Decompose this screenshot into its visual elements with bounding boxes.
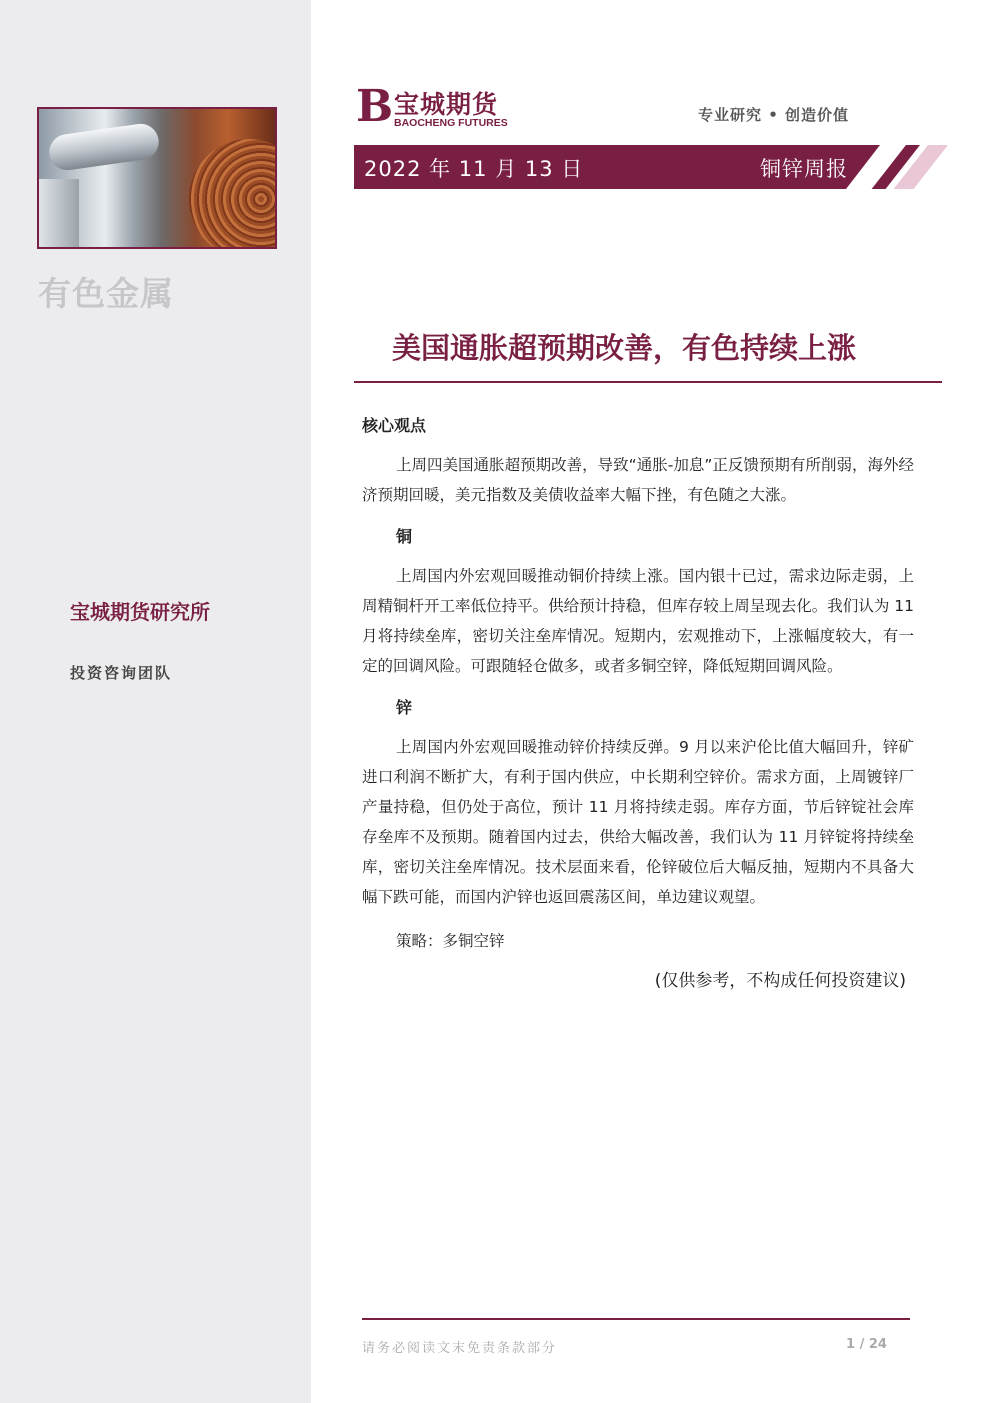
core-view-paragraph: 上周四美国通胀超预期改善，导致“通胀-加息”正反馈预期有所削弱，海外经济预期回暖，美元指数及美债收益率大幅下挫，有色随之大涨。: [362, 456, 914, 504]
strategy-line: 策略：多铜空锌: [396, 932, 505, 950]
metal-bar-image: [39, 179, 79, 249]
sidebar: [0, 0, 311, 1403]
sector-label: 有色金属: [38, 274, 174, 313]
page-number: 1 / 24: [846, 1337, 887, 1352]
logo-chinese-name: 宝城期货: [394, 90, 499, 119]
logo-mark-icon: B: [356, 81, 394, 132]
logo-english-name: BAOCHENG FUTURES: [394, 117, 508, 129]
section-heading-core: 核心观点: [362, 416, 427, 435]
page-title: 美国通胀超预期改善，有色持续上涨: [392, 331, 857, 365]
section-heading-copper: 铜: [396, 527, 413, 546]
institute-name: 宝城期货研究所: [70, 600, 210, 624]
report-type: 铜锌周报: [760, 157, 848, 181]
disclaimer: (仅供参考，不构成任何投资建议): [654, 971, 906, 991]
copper-paragraph: 上周国内外宏观回暖推动铜价持续上涨。国内银十已过，需求边际走弱，上周精铜杆开工率低位持平。供给预计持稳，但库存较上周呈现去化。我们认为 11 月将持续垒库，密切关注垒库情况。短期内，宏观推动下，上涨幅度较大，有一定的回调风险。可跟随轻仓做多，或者多铜空锌，降低短期回调风险。: [362, 567, 914, 675]
footer-notice: 请务必阅读文末免责条款部分: [362, 1341, 558, 1356]
cover-photo: [37, 107, 277, 249]
footer-divider: [362, 1318, 910, 1320]
divider: [354, 381, 942, 383]
company-logo: [356, 81, 526, 132]
copper-coil-image: [189, 139, 277, 249]
zinc-paragraph: 上周国内外宏观回暖推动锌价持续反弹。9 月以来沪伦比值大幅回升，锌矿进口利润不断扩大，有利于国内供应，中长期利空锌价。需求方面，上周镀锌厂产量持稳，但仍处于高位，预计 11 月将持续走弱。库存方面，节后锌锭社会库存垒库不及预期。随着国内过去，供给大幅改善，我们认为 11 月锌锭将持续垒库，密切关注垒库情况。技术层面来看，伦锌破位后大幅反抽，短期内不具备大幅下跌可能，而国内沪锌也返回震荡区间，单边建议观望。: [362, 738, 914, 906]
metal-rod-image: [47, 122, 161, 173]
slogan: 专业研究 • 创造价值: [698, 106, 850, 124]
section-heading-zinc: 锌: [396, 698, 413, 717]
team-name: 投资咨询团队: [70, 664, 173, 682]
report-date: 2022 年 11 月 13 日: [364, 157, 584, 181]
report-body: [362, 413, 914, 991]
